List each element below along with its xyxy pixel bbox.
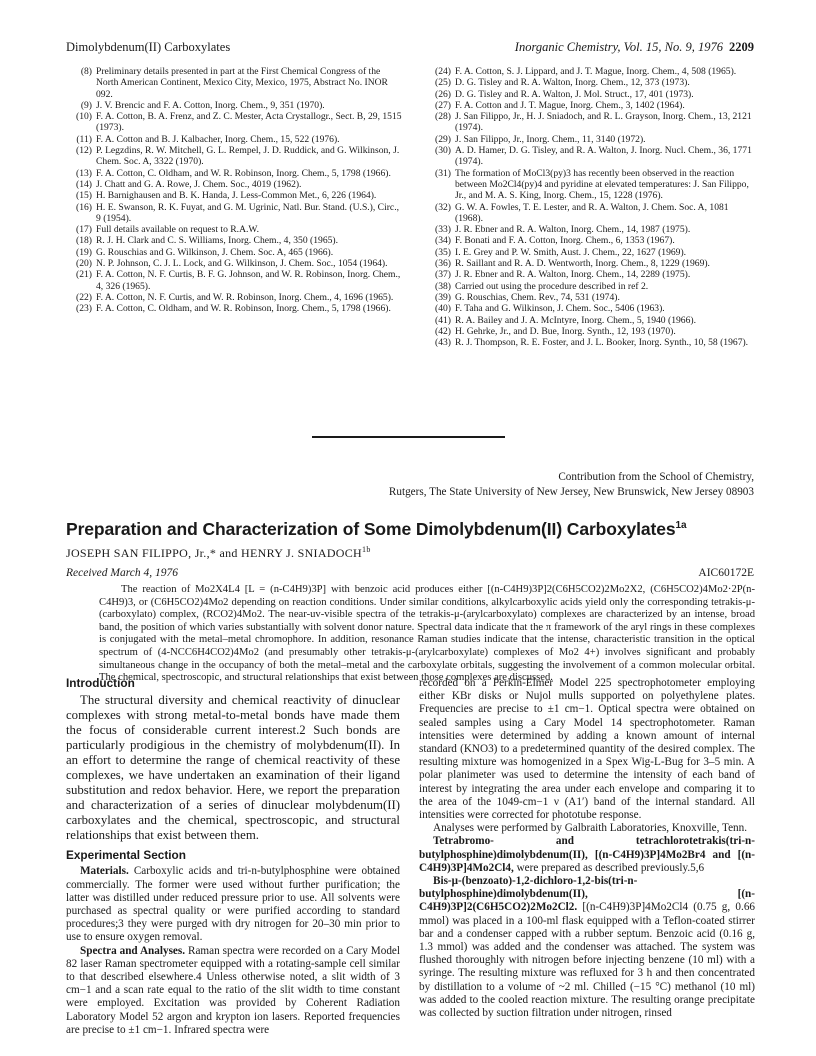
reference-number: (15) xyxy=(76,190,92,202)
reference-text: F. Taha and G. Wilkinson, J. Chem. Soc., 5406 (1963). xyxy=(455,303,665,315)
reference-entry xyxy=(425,326,755,337)
reference-entry xyxy=(425,258,755,269)
reference-text: The formation of MoCl3(py)3 has recently been observed in the reaction between Mo2Cl4(py)4 and pyridine at elevated temperatures: J. San Filippo, Jr., and M. A. S. King, Inorg. Chem., 15, 1228 (1976). xyxy=(455,167,749,202)
reference-text: D. G. Tisley and R. A. Walton, J. Mol. Struct., 17, 401 (1973). xyxy=(455,88,694,100)
body-left-column xyxy=(66,677,400,1037)
reference-text: F. A. Cotton, N. F. Curtis, and W. R. Robinson, Inorg. Chem., 4, 1696 (1965). xyxy=(96,291,394,303)
contribution-line-2: Rutgers, The State University of New Jersey, New Brunswick, New Jersey 08903 xyxy=(388,486,754,498)
reference-number: (16) xyxy=(76,201,92,213)
introduction-heading: Introduction xyxy=(66,676,135,690)
received-date: Received March 4, 1976 xyxy=(66,567,178,579)
reference-text: Preliminary details presented in part at the First Chemical Congress of the North American Continent, Mexico City, Mexico, 1975, Abstract No. INOR 092. xyxy=(96,66,388,100)
reference-number: (14) xyxy=(76,178,92,190)
reference-text: F. A. Cotton, C. Oldham, and W. R. Robinson, Inorg. Chem., 5, 1798 (1966). xyxy=(96,303,391,315)
reference-number: (26) xyxy=(435,88,451,100)
bis-benzoato-label: Bis-μ-(benzoato)-1,2-dichloro-1,2-bis(tri-n-butylphosphine)dimolybdenum(II), [(n-C4H9)3P]2(C6H5CO2)2Mo2Cl2. xyxy=(419,875,755,914)
spectra-continued-paragraph: recorded on a Perkin-Elmer Model 225 spectrophotometer employing either KBr disks or Nujol mulls supported on polyethylene plates. Frequencies are precise to ±1 cm−1. Optical spectra were obtained on sealed samples using a Cary Model 14 spectrophotometer. Raman intensities were determined by adding a known amount of internal standard (KNO3) to a predetermined quantity of the desired complex. The resulting mixture was homogenized in a Spex Wig-L-Bug for 3–5 min. A polar planimeter was used to determine the intensity of each band of interest by integrating the area under each envelope and comparing it to the area of the 1049-cm−1 ν (A1′) band of the internal standard. All intensities were corrected for phototube response. xyxy=(419,677,755,822)
reference-number: (30) xyxy=(435,145,451,157)
reference-entry xyxy=(425,202,755,225)
reference-entry xyxy=(425,224,755,235)
reference-number: (12) xyxy=(76,145,92,157)
running-head xyxy=(66,40,754,56)
reference-entry xyxy=(425,66,755,77)
reference-number: (31) xyxy=(435,167,451,179)
reference-entry xyxy=(425,145,755,168)
reference-entry xyxy=(66,190,402,201)
article-title-text: Preparation and Characterization of Some Dimolybdenum(II) Carboxylates xyxy=(66,519,676,539)
reference-number: (19) xyxy=(76,246,92,258)
reference-entry xyxy=(66,224,402,235)
article-title xyxy=(66,519,756,540)
reference-entry xyxy=(425,315,755,326)
tetrabromo-label: Tetrabromo- and tetrachlorotetrakis(tri-n-butylphosphine)dimolybdenum(II), [(n-C4H9)3P]4Mo2Br4 and [(n-C4H9)3P]4Mo2Cl4, xyxy=(419,835,755,874)
reference-text: Carried out using the procedure described in ref 2. xyxy=(455,280,649,292)
references-right-column xyxy=(425,66,755,348)
introduction-paragraph: The structural diversity and chemical reactivity of dinuclear complexes with strong metal-to-metal bonds have made them the focus of considerable current interest.2 Such bonds are particularly prodigious in the chemistry of molybdenum(II). In an effort to determine the range of chemical reactivity of these complexes, we have undertaken an examination of their ligand substitution and redox behavior. Here, we report the preparation and characterization of a series of dinuclear molybdenum(II) carboxylates and the chemical, spectroscopic, and structural relationships that exist between them. xyxy=(66,693,400,843)
reference-number: (13) xyxy=(76,167,92,179)
reference-entry xyxy=(66,111,402,134)
reference-entry xyxy=(66,145,402,168)
reference-text: G. W. A. Fowles, T. E. Lester, and R. A. Walton, J. Chem. Soc. A, 1081 (1968). xyxy=(455,201,729,224)
reference-entry xyxy=(66,235,402,246)
reference-text: F. A. Cotton, C. Oldham, and W. R. Robinson, Inorg. Chem., 5, 1798 (1966). xyxy=(96,167,391,179)
reference-text: F. A. Cotton, N. F. Curtis, B. F. G. Johnson, and W. R. Robinson, Inorg. Chem., 4, 326 (1965). xyxy=(96,269,401,292)
reference-text: H. Barnighausen and B. K. Handa, J. Less-Common Met., 6, 226 (1964). xyxy=(96,190,377,202)
reference-text: P. Legzdins, R. W. Mitchell, G. L. Rempel, J. D. Ruddick, and G. Wilkinson, J. Chem. Soc. A, 3322 (1970). xyxy=(96,145,400,168)
reference-text: J. V. Brencic and F. A. Cotton, Inorg. Chem., 9, 351 (1970). xyxy=(96,99,325,111)
running-head-title: Dimolybdenum(II) Carboxylates xyxy=(66,40,231,54)
reference-number: (18) xyxy=(76,235,92,247)
reference-entry xyxy=(66,66,402,100)
reference-entry xyxy=(425,100,755,111)
running-head-journal xyxy=(515,40,754,55)
reference-number: (20) xyxy=(76,258,92,270)
reference-number: (27) xyxy=(435,99,451,111)
analyses-paragraph: Analyses were performed by Galbraith Laboratories, Knoxville, Tenn. xyxy=(433,822,748,835)
reference-text: J. R. Ebner and R. A. Walton, Inorg. Chem., 14, 1987 (1975). xyxy=(455,224,691,236)
reference-entry xyxy=(66,292,402,303)
materials-text: Carboxylic acids and tri-n-butylphosphine were obtained commercially. The former were used without further purification; the latter was distilled under reduced pressure prior to use. All solvents were purchased as spectral quality or were purified according to standard procedures;3 they were purged with dry nitrogen for 20–30 min prior to use to ensure oxygen removal. xyxy=(66,865,400,944)
bis-benzoato-paragraph xyxy=(419,875,755,1020)
reference-text: G. Rouschias and G. Wilkinson, J. Chem. Soc. A, 465 (1966). xyxy=(96,246,334,258)
reference-entry xyxy=(66,202,402,225)
spectra-paragraph xyxy=(66,945,400,1037)
reference-number: (42) xyxy=(435,325,451,337)
materials-paragraph xyxy=(66,865,400,944)
reference-text: F. A. Cotton and J. T. Mague, Inorg. Chem., 3, 1402 (1964). xyxy=(455,99,685,111)
reference-entry xyxy=(66,303,402,314)
reference-text: F. Bonati and F. A. Cotton, Inorg. Chem., 6, 1353 (1967). xyxy=(455,235,675,247)
reference-entry xyxy=(425,235,755,246)
reference-text: J. San Filippo, Jr., H. J. Sniadoch, and R. L. Grayson, Inorg. Chem., 13, 2121 (1974). xyxy=(455,111,752,134)
reference-entry xyxy=(425,269,755,280)
reference-entry xyxy=(66,247,402,258)
reference-entry xyxy=(66,168,402,179)
reference-number: (17) xyxy=(76,224,92,236)
reference-number: (11) xyxy=(76,133,92,145)
reference-entry xyxy=(66,179,402,190)
reference-number: (8) xyxy=(80,66,92,77)
reference-number: (39) xyxy=(435,291,451,303)
reference-number: (24) xyxy=(435,66,451,77)
reference-text: R. A. Bailey and J. A. McIntyre, Inorg. Chem., 5, 1940 (1966). xyxy=(455,314,696,326)
tetrabromo-paragraph xyxy=(419,835,755,875)
abstract: The reaction of Mo2X4L4 [L = (n-C4H9)3P] with benzoic acid produces either [(n-C4H9)3P]2(C6H5CO2)2Mo2X2, (C6H5CO2)4Mo2·2P(n-C4H9)3, or (C6H5CO2)4Mo2 depending on reaction conditions. Under similar conditions, alkylcarboxylic acids yield only the corresponding tetrakis-μ-(carboxylato) complex, (RCO2)4Mo2. The near-uv-visible spectra of the tetrakis-μ-(arylcarboxylato) complexes are characterized by an intense, broad band, the position of which varies substantially with solvent donor nature. Spectral data indicate that the π framework of the aryl rings in these complexes is conjugated with the metal–metal chromophore. In addition, resonance Raman studies indicate that the intense, characteristic transition in the optical spectrum of (4-NCC6H4CO2)4Mo2 (and presumably other tetrakis-μ-(arylcarboxylate) complexes of Mo2 4+) involves significant and probably simultaneous change in the occupancy of both the metal–metal and the carboxylate orbitals, suggesting the involvement of a common molecular orbital. The chemical, spectroscopic, and structural relationships that exist between those complexes are discussed. xyxy=(99,584,755,684)
journal-citation: Inorganic Chemistry, Vol. 15, No. 9, 1976 xyxy=(514,40,723,54)
reference-text: D. G. Tisley and R. A. Walton, Inorg. Chem., 12, 373 (1973). xyxy=(455,77,690,89)
reference-number: (38) xyxy=(435,280,451,292)
reference-number: (33) xyxy=(435,224,451,236)
page-number: 2209 xyxy=(729,40,754,54)
body-right-column xyxy=(419,677,755,1020)
reference-text: R. J. H. Clark and C. S. Williams, Inorg. Chem., 4, 350 (1965). xyxy=(96,235,339,247)
spectra-text: Raman spectra were recorded on a Cary Model 82 laser Raman spectrometer equipped with a rotating-sample cell similar to that described elsewhere.4 Unless otherwise noted, a slit width of 3 cm−1 and a scan rate equal to the ratio of the slit width to time constant were employed. Excitation was provided by Coherent Radiation Laboratory Model 52 argon and krypton ion lasers. Reported frequencies are precise to ±1 cm−1. Infrared spectra were xyxy=(66,944,400,1036)
manuscript-code: AIC60172E xyxy=(698,567,754,579)
reference-number: (41) xyxy=(435,314,451,326)
reference-text: A. D. Hamer, D. G. Tisley, and R. A. Walton, J. Inorg. Nucl. Chem., 36, 1771 (1974). xyxy=(455,145,752,168)
reference-entry xyxy=(425,89,755,100)
title-footnote-marker: 1a xyxy=(675,520,687,532)
reference-entry xyxy=(425,292,755,303)
reference-number: (36) xyxy=(435,258,451,270)
reference-text: R. J. Thompson, R. E. Foster, and J. L. Booker, Inorg. Synth., 10, 58 (1967). xyxy=(455,337,749,349)
author-footnote-marker: 1b xyxy=(362,545,371,554)
experimental-heading: Experimental Section xyxy=(66,848,186,863)
reference-text: H. E. Swanson, R. K. Fuyat, and G. M. Ugrinic, Natl. Bur. Stand. (U.S.), Circ., 9 (1954). xyxy=(96,201,399,224)
reference-number: (21) xyxy=(76,269,92,281)
reference-entry xyxy=(425,168,755,202)
reference-text: I. E. Grey and P. W. Smith, Aust. J. Chem., 22, 1627 (1969). xyxy=(455,246,687,258)
reference-entry xyxy=(66,100,402,111)
reference-entry xyxy=(425,77,755,88)
reference-number: (10) xyxy=(76,111,92,123)
reference-text: H. Gehrke, Jr., and D. Bue, Inorg. Synth., 12, 193 (1970). xyxy=(455,325,676,337)
reference-number: (37) xyxy=(435,269,451,281)
references-left-column xyxy=(66,66,402,315)
reference-text: J. Chatt and G. A. Rowe, J. Chem. Soc., 4019 (1962). xyxy=(96,178,302,190)
reference-number: (32) xyxy=(435,201,451,213)
article-authors xyxy=(66,545,371,561)
reference-text: F. A. Cotton, B. A. Frenz, and Z. C. Mester, Acta Crystallogr., Sect. B, 29, 1515 (1973). xyxy=(96,111,402,134)
reference-number: (40) xyxy=(435,303,451,315)
reference-text: F. A. Cotton, S. J. Lippard, and J. T. Mague, Inorg. Chem., 4, 508 (1965). xyxy=(455,66,737,77)
reference-number: (34) xyxy=(435,235,451,247)
section-divider-rule xyxy=(312,436,505,438)
reference-number: (22) xyxy=(76,291,92,303)
reference-text: J. San Filippo, Jr., Inorg. Chem., 11, 3140 (1972). xyxy=(455,133,646,145)
reference-entry xyxy=(425,134,755,145)
reference-number: (23) xyxy=(76,303,92,315)
materials-label: Materials. xyxy=(80,865,129,878)
reference-text: F. A. Cotton and B. J. Kalbacher, Inorg. Chem., 15, 522 (1976). xyxy=(96,133,340,145)
reference-number: (43) xyxy=(435,337,451,349)
reference-entry xyxy=(425,111,755,134)
reference-text: Full details available on request to R.A.W. xyxy=(96,224,259,236)
spectra-label: Spectra and Analyses. xyxy=(80,944,186,957)
reference-entry xyxy=(425,247,755,258)
reference-entry xyxy=(66,258,402,269)
contribution-line-1: Contribution from the School of Chemistry, xyxy=(558,471,754,483)
reference-number: (35) xyxy=(435,246,451,258)
reference-number: (28) xyxy=(435,111,451,123)
reference-text: R. Saillant and R. A. D. Wentworth, Inorg. Chem., 8, 1229 (1969). xyxy=(455,258,710,270)
reference-entry xyxy=(425,337,755,348)
tetrabromo-text: were prepared as described previously.5,6 xyxy=(516,861,705,874)
reference-entry xyxy=(66,269,402,292)
author-names: JOSEPH SAN FILIPPO, Jr.,* and HENRY J. SNIADOCH xyxy=(66,546,363,560)
reference-entry xyxy=(425,281,755,292)
reference-text: J. R. Ebner and R. A. Walton, Inorg. Chem., 14, 2289 (1975). xyxy=(455,269,691,281)
reference-number: (29) xyxy=(435,133,451,145)
reference-number: (9) xyxy=(80,99,92,111)
reference-entry xyxy=(66,134,402,145)
reference-number: (25) xyxy=(435,77,451,89)
reference-entry xyxy=(425,303,755,314)
reference-text: G. Rouschias, Chem. Rev., 74, 531 (1974). xyxy=(455,291,620,303)
reference-text: N. P. Johnson, C. J. L. Lock, and G. Wilkinson, J. Chem. Soc., 1054 (1964). xyxy=(96,258,388,270)
bis-benzoato-text: [(n-C4H9)3P]4Mo2Cl4 (0.75 g, 0.66 mmol) was placed in a 100-ml flask equipped with a Teflon-coated stirrer bar and a condenser capped with a rubber septum. Benzoic acid (0.16 g, 1.3 mmol) was added and the condenser was attached. The system was flushed thoroughly with nitrogen before injecting benzene (10 ml) with a syringe. The resulting mixture was refluxed for 3 h and then concentrated by distillation to a volume of ~2 ml. Chilled (−15 °C) methanol (10 ml) was added to the cooled reaction mixture. The resulting orange precipitate was collected by suction filtration under nitrogen, rinsed xyxy=(419,901,756,1020)
